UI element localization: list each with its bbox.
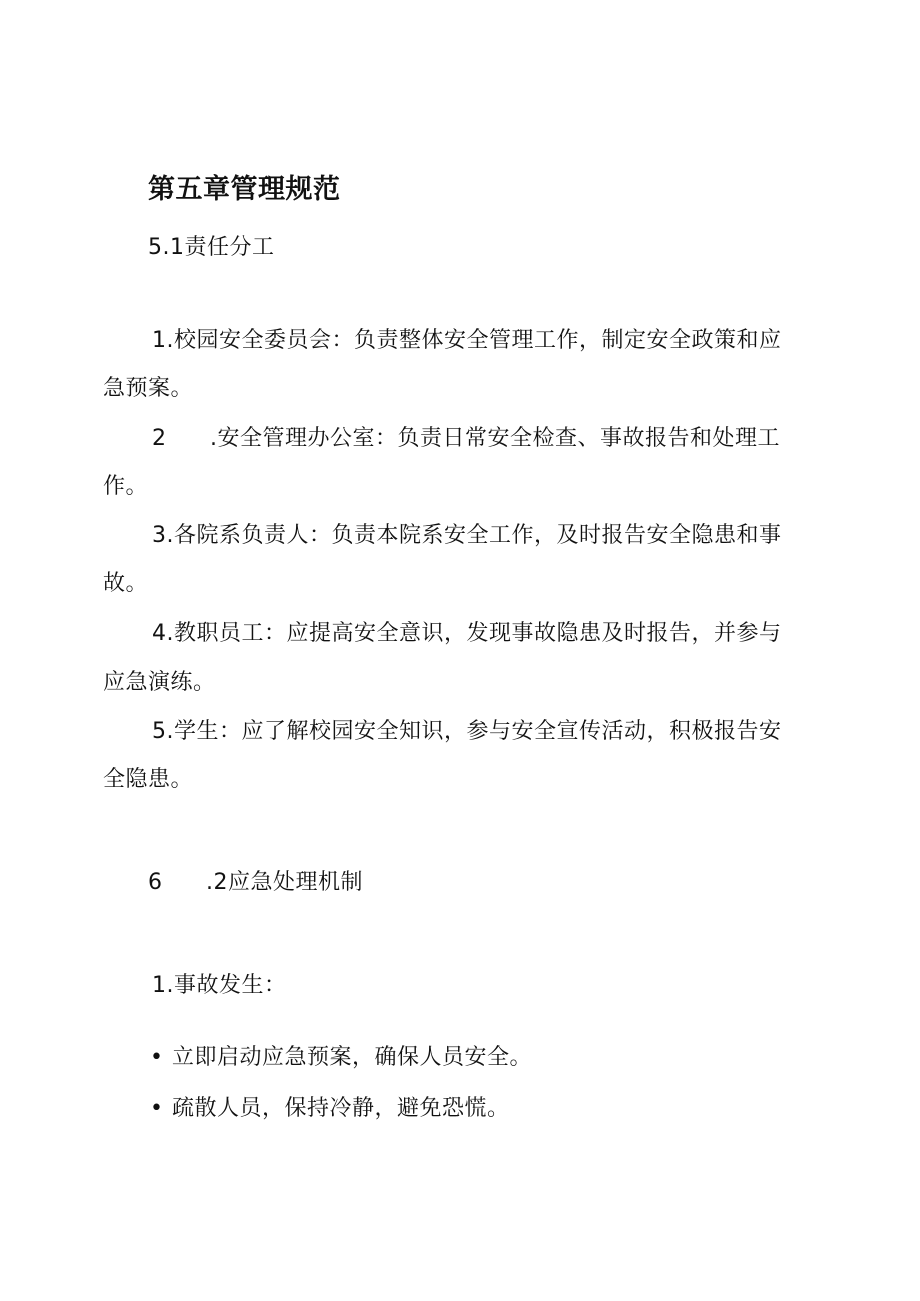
item-text: .各院系负责人：负责本院系安全工作，及时报告安全隐患和事 [166,523,782,548]
item-text: .校园安全委员会：负责整体安全管理工作，制定安全政策和应 [166,328,782,353]
item-text: .事故发生： [166,973,287,998]
chapter-title: 第五章管理规范 [148,174,341,205]
list-item [152,521,782,551]
bullet-item [150,1043,532,1073]
item-text: .学生：应了解校园安全知识，参与安全宣传活动，积极报告安 [166,719,782,744]
item-text-continuation: 故。 [103,571,149,596]
bullet-symbol: • [150,1045,164,1070]
item-number: 1 [152,973,167,998]
list-item [152,424,780,454]
section-heading-emergency [148,868,363,898]
list-item [152,717,782,747]
item-number: 4 [152,621,167,646]
item-number: 3 [152,523,167,548]
section-heading-responsibility: 5.1责任分工 [148,235,275,260]
item-text: .教职员工：应提高安全意识，发现事故隐患及时报告，并参与 [166,621,782,646]
item-text-continuation: 应急演练。 [103,670,216,695]
section-number: 6 [148,870,163,895]
bullet-item [150,1094,510,1124]
item-text-continuation: 急预案。 [103,376,194,401]
bullet-text: 立即启动应急预案，确保人员安全。 [172,1045,533,1070]
bullet-text: 疏散人员，保持冷静，避免恐慌。 [172,1096,510,1121]
item-text-continuation: 全隐患。 [103,767,194,792]
item-number: 5 [152,719,167,744]
list-item [152,619,782,649]
item-text-continuation: 作。 [103,474,149,499]
list-item [152,326,782,356]
item-number: 2 [152,426,167,451]
section-heading-text: .2应急处理机制 [206,870,363,895]
item-number: 1 [152,328,167,353]
list-item [152,971,287,1001]
item-text: .安全管理办公室：负责日常安全检查、事故报告和处理工 [210,426,780,451]
bullet-symbol: • [150,1096,164,1121]
